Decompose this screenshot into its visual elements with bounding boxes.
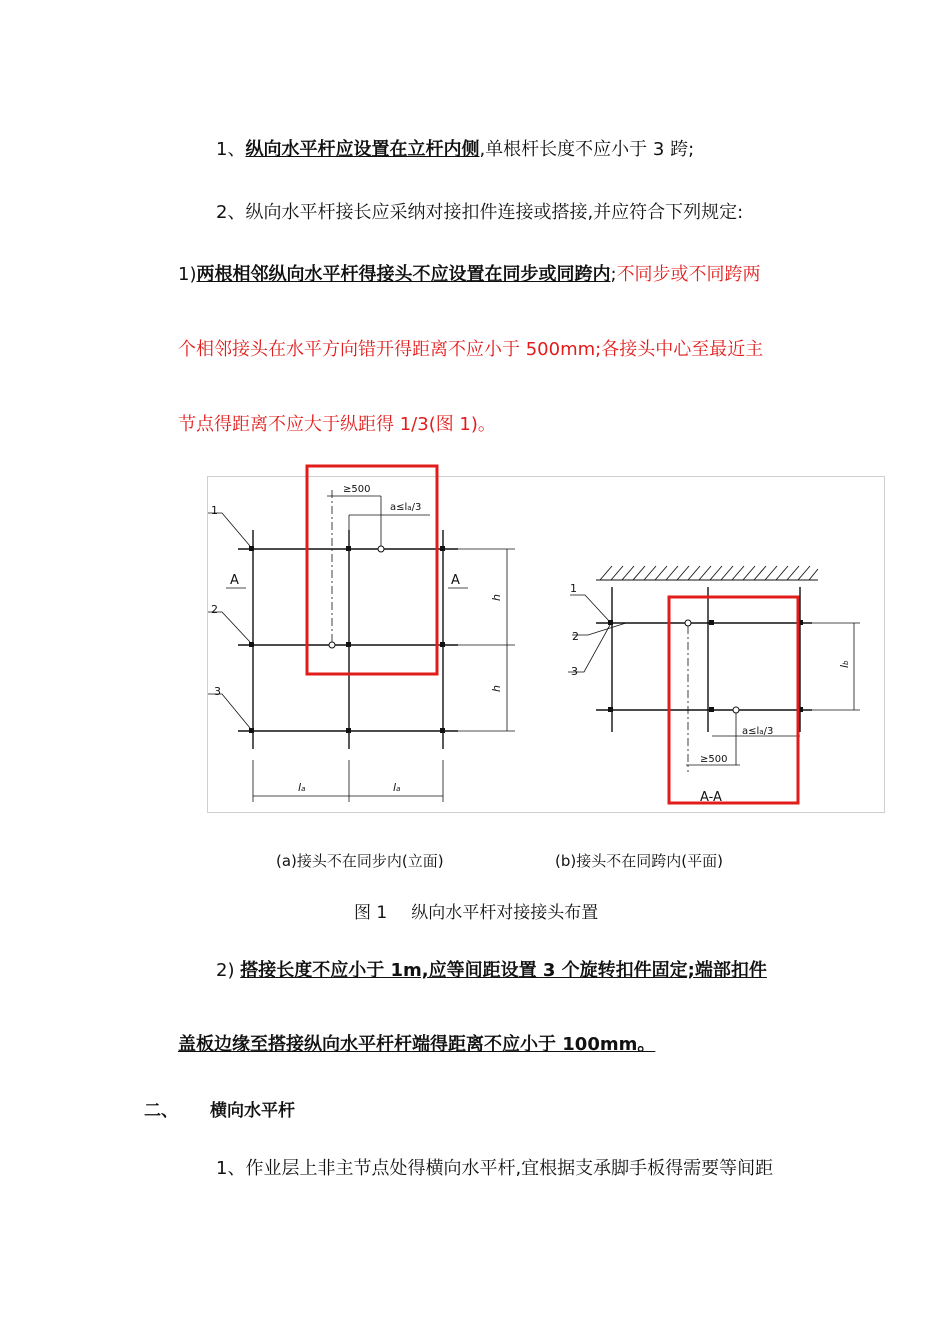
plan-hatch xyxy=(596,566,818,580)
dim-lb: lb xyxy=(838,660,851,668)
section-label-aa: A-A xyxy=(700,790,722,805)
paragraph-1-number: 1、 xyxy=(216,139,246,160)
plan-nodes xyxy=(608,620,803,712)
joint-circle xyxy=(329,642,335,648)
dim-la-2: la xyxy=(393,781,401,794)
joint-circle xyxy=(378,546,384,552)
figure-title xyxy=(354,898,598,923)
paragraph-5: 1、作业层上非主节点处得横向水平杆,宜根据支承脚手板得需要等间距 xyxy=(216,1158,774,1179)
callout-1-a: 1 xyxy=(211,504,218,517)
section-2-title: 横向水平杆 xyxy=(210,1101,295,1121)
paragraph-3-number: 1) xyxy=(178,264,197,285)
dim-a-a: a≤la/3 xyxy=(390,502,422,513)
caption-a: (a)接头不在同步内(立面) xyxy=(276,852,444,870)
section-mark-left: A xyxy=(230,573,239,588)
highlight-box-a xyxy=(307,466,437,674)
section-mark-right: A xyxy=(451,573,460,588)
paragraph-4-line-1 xyxy=(216,959,767,983)
joint-circle xyxy=(733,707,739,713)
paragraph-3-emphasis: 两根相邻纵向水平杆得接头不应设置在同步或同跨内 xyxy=(196,264,611,285)
dim-la-1: la xyxy=(298,781,306,794)
caption-b: (b)接头不在同跨内(平面) xyxy=(555,852,723,870)
elevation-labels xyxy=(211,484,503,794)
paragraph-3-separator: ; xyxy=(610,264,617,285)
plan-drawing xyxy=(596,587,812,732)
paragraph-3-line-1 xyxy=(178,263,761,287)
elevation-nodes xyxy=(249,546,445,733)
callout-3-a: 3 xyxy=(214,685,221,698)
callout-2-a: 2 xyxy=(211,603,218,616)
dim-500-a: ≥500 xyxy=(343,484,371,495)
paragraph-4-emphasis-1: 搭接长度不应小于 1m,应等间距设置 3 个旋转扣件固定;端部扣件 xyxy=(240,960,767,981)
paragraph-2: 2、纵向水平杆接长应采纳对接扣件连接或搭接,并应符合下列规定: xyxy=(216,202,744,223)
dim-h-upper: h xyxy=(490,594,503,601)
figure-title-text: 纵向水平杆对接接头布置 xyxy=(411,903,599,923)
section-2-number: 二、 xyxy=(144,1101,178,1121)
joint-circle xyxy=(685,620,691,626)
paragraph-1-emphasis: 纵向水平杆应设置在立杆内侧 xyxy=(245,139,480,160)
elevation-drawing xyxy=(238,530,458,749)
callout-3-b: 3 xyxy=(571,665,578,678)
paragraph-1 xyxy=(216,138,694,162)
callout-2-b: 2 xyxy=(572,630,579,643)
paragraph-1-rest: ,单根杆长度不应小于 3 跨; xyxy=(479,139,695,160)
dim-h-lower: h xyxy=(490,685,503,692)
paragraph-3-line-3: 节点得距离不应大于纵距得 1/3(图 1)。 xyxy=(178,414,496,435)
paragraph-3-line-2: 个相邻接头在水平方向错开得距离不应小于 500mm;各接头中心至最近主 xyxy=(178,339,764,360)
section-2-heading xyxy=(144,1096,295,1121)
paragraph-3-red-1: 不同步或不同跨两 xyxy=(616,264,761,285)
figure-number: 图 1 xyxy=(354,903,388,923)
paragraph-4-number: 2) xyxy=(216,960,241,981)
dim-a-b: a≤la/3 xyxy=(742,726,774,737)
callout-1-b: 1 xyxy=(570,582,577,595)
paragraph-4-line-2: 盖板边缘至搭接纵向水平杆杆端得距离不应小于 100mm。 xyxy=(178,1034,656,1055)
figure-1-diagram xyxy=(0,460,950,820)
dim-500-b: ≥500 xyxy=(700,754,728,765)
